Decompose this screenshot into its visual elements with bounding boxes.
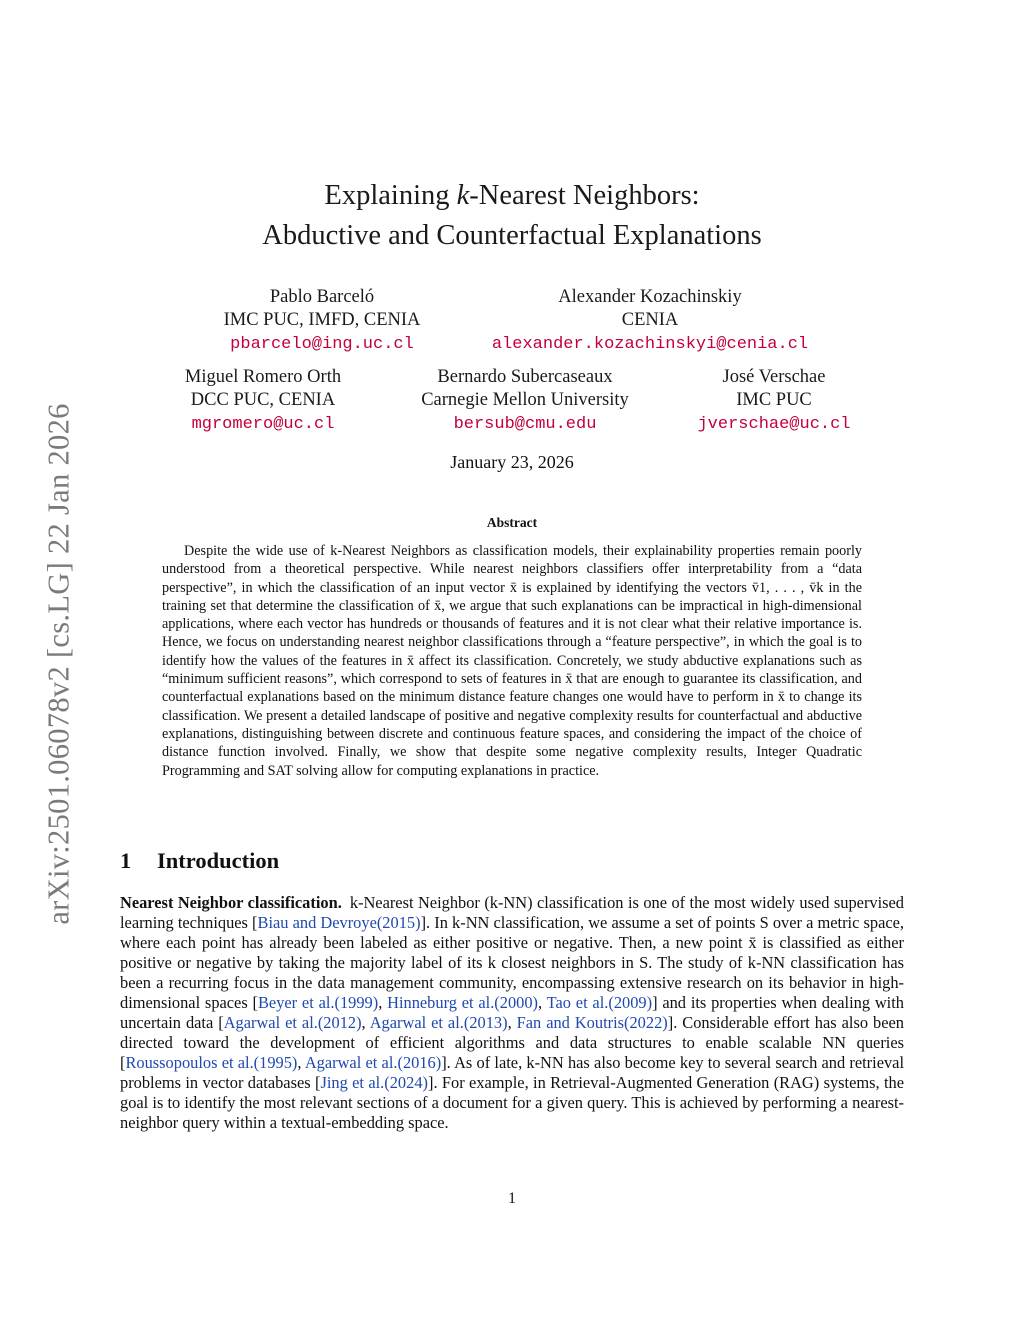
page-number: 1 (508, 1190, 516, 1207)
section-number: 1 (120, 848, 132, 873)
abstract-text: Despite the wide use of k-Nearest Neighbors as classification models, their explainability properties remain poorly understood from a theoretical perspective. While nearest neighbors classifiers offer interpretability from a “data perspective”, in which the classification of an input vector x̄ is explained by identifying the vectors v̄1, . . . , v̄k in the training set that determine the classification of x̄, we argue that such explanations can be impractical in high-dimensional applications, where each vector has hundreds or thousands of features and it is not clear what their relative importance is. Hence, we focus on understanding nearest neighbor classifications through a “feature perspective”, in which the goal is to identify how the values of the features in x̄ affect its classification. Concretely, we study abductive explanations such as “minimum sufficient reasons”, which correspond to sets of features in x̄ that are enough to guarantee its classification, and counterfactual explanations based on the minimum distance feature changes one would have to perform in x̄ to change its classification. We present a detailed landscape of positive and negative complexity results for counterfactual and abductive explanations, distinguishing between discrete and continuous feature spaces, and considering the impact of the choice of distance function involved. Finally, we show that despite some negative complexity results, Integer Quadratic Programming and SAT solving allow for computing explanations in practice. (162, 543, 862, 779)
intro-text: k-Nearest Neighbor (k-NN) classification is one of the most widely used supervised learning techniques [Biau and Devroye(2015)]. In k-NN classification, we assume a set of points S over a metric space, where each point has already been labeled as either positive or negative. Then, a new point x̄ is classified as either positive or negative by taking the majority label of its k closest neighbors in S. The study of k-NN classification has been a recurring focus in the data management community, encompassing extensive research on its behavior in high-dimensional spaces [Beyer et al.(1999), Hinneburg et al.(2000), Tao et al.(2009)] and its properties when dealing with uncertain data [Agarwal et al.(2012), Agarwal et al.(2013), Fan and Koutris(2022)]. Considerable effort has also been directed toward the development of efficient algorithms and data structures to enable scalable NN queries [Roussopoulos et al.(1995), Agarwal et al.(2016)]. As of late, k-NN has also become key to several search and retrieval problems in vector databases [Jing et al.(2024)]. For example, in Retrieval-Augmented Generation (RAG) systems, the goal is to identify the most relevant sections of a document for a given query. This is achieved by performing a nearest-neighbor query within a textual-embedding space. (120, 893, 905, 1132)
author-block (684, 366, 864, 437)
paper-title (112, 176, 912, 256)
author-name: José Verschae (722, 367, 826, 387)
citation-link[interactable]: Biau and Devroye(2015) (257, 913, 421, 932)
author-block (395, 366, 655, 437)
publication-date: January 23, 2026 (450, 452, 574, 472)
citation-link[interactable]: Beyer et al.(1999) (257, 993, 379, 1012)
author-affiliation: IMC PUC (736, 390, 812, 410)
author-affiliation: DCC PUC, CENIA (190, 390, 336, 410)
author-name: Alexander Kozachinskiy (558, 287, 742, 307)
section-heading (120, 848, 279, 874)
author-email[interactable]: alexander.kozachinskyi@cenia.cl (491, 335, 809, 354)
title-line-2: Abductive and Counterfactual Explanations (262, 220, 762, 251)
citation-link[interactable]: Tao et al.(2009) (546, 993, 653, 1012)
author-name: Bernardo Subercaseaux (437, 367, 613, 387)
citation-link[interactable]: Hinneburg et al.(2000) (387, 993, 539, 1012)
section-title: Introduction (157, 848, 280, 873)
author-email[interactable]: jverschae@uc.cl (697, 415, 851, 434)
citation-link[interactable]: Agarwal et al.(2012) (223, 1013, 362, 1032)
author-affiliation: Carnegie Mellon University (421, 390, 629, 410)
abstract-heading: Abstract (486, 515, 538, 530)
author-block (187, 286, 457, 357)
citation-link[interactable]: Agarwal et al.(2016) (304, 1053, 442, 1072)
title-line-1: Explaining k-Nearest Neighbors: (324, 180, 700, 211)
citation-link[interactable]: Agarwal et al.(2013) (369, 1013, 508, 1032)
author-name: Miguel Romero Orth (184, 367, 342, 387)
author-affiliation: CENIA (621, 310, 679, 330)
citation-link[interactable]: Fan and Koutris(2022) (516, 1013, 668, 1032)
author-name: Pablo Barceló (269, 287, 375, 307)
intro-paragraph (120, 893, 904, 1133)
author-affiliation: IMC PUC, IMFD, CENIA (223, 310, 421, 330)
arxiv-identifier[interactable]: arXiv:2501.06078v2 [cs.LG] 22 Jan 2026 (41, 403, 76, 925)
paragraph-lead: Nearest Neighbor classification. (120, 893, 342, 912)
citation-link[interactable]: Jing et al.(2024) (320, 1073, 428, 1092)
author-block (470, 286, 830, 357)
author-block (163, 366, 363, 437)
author-email[interactable]: mgromero@uc.cl (191, 415, 335, 434)
author-email[interactable]: pbarcelo@ing.uc.cl (230, 335, 414, 354)
citation-link[interactable]: Roussopoulos et al.(1995) (125, 1053, 298, 1072)
author-email[interactable]: bersub@cmu.edu (453, 415, 597, 434)
